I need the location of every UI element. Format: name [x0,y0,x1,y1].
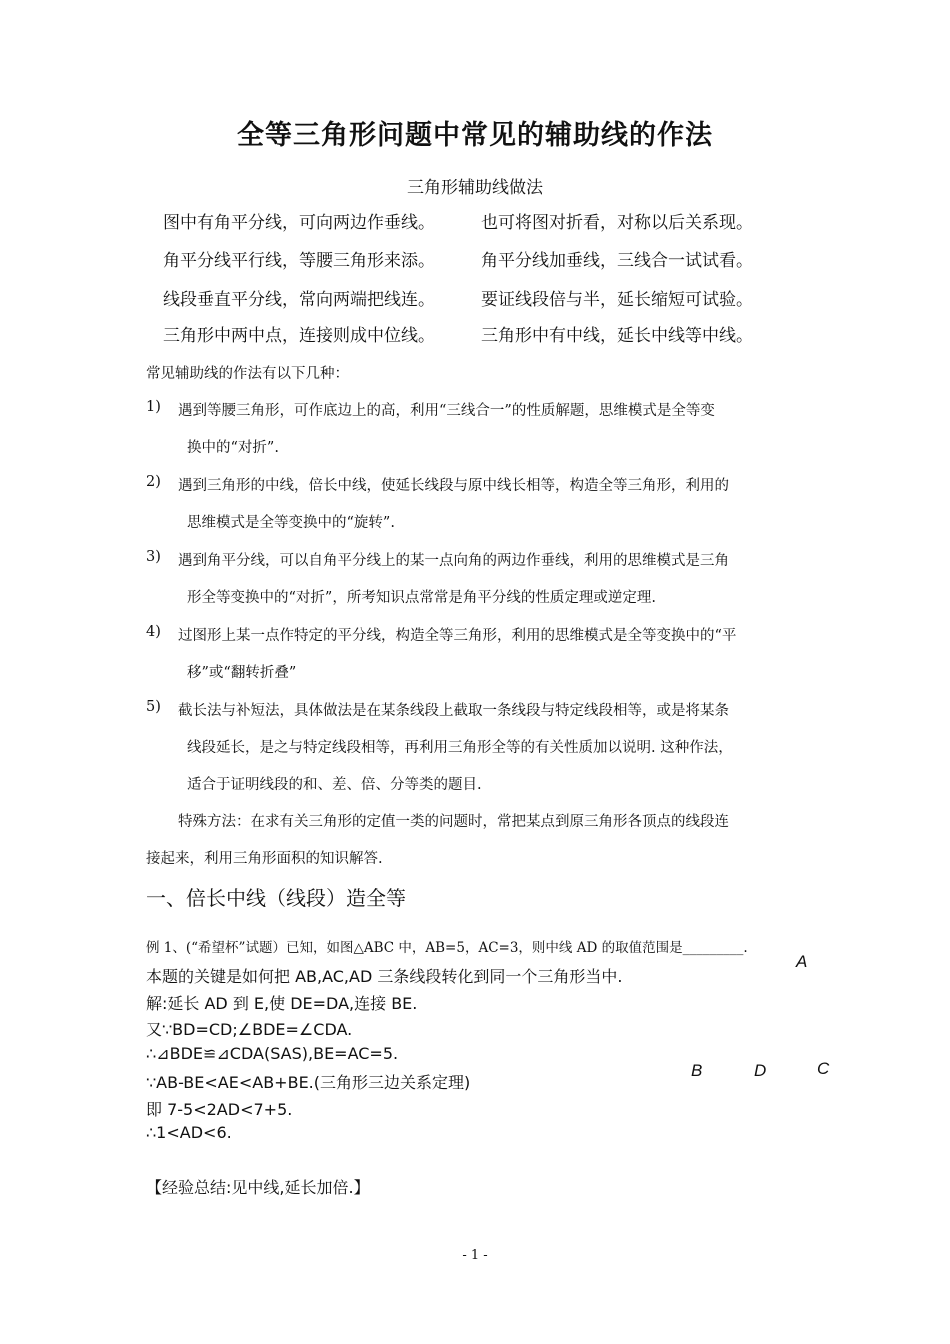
intro-text: 常见辅助线的作法有以下几种： [146,366,349,382]
section-heading: 一、倍长中线（线段）造全等 [146,886,406,910]
method-text: 遇到角平分线，可以自角平分线上的某一点向角的两边作垂线，利用的思维模式是三角 [178,553,729,569]
solution-line: 本题的关键是如何把 AB,AC,AD 三条线段转化到同一个三角形当中. [146,967,623,986]
special-method-text: 接起来，利用三角形面积的知识解答. [146,851,383,867]
solution-line: ∴⊿BDE≌⊿CDA(SAS),BE=AC=5. [146,1044,399,1063]
method-number: 2) [146,474,161,490]
solution-line: ∵AB-BE<AE<AB+BE.(三角形三边关系定理) [146,1073,471,1092]
solution-line: 即 7-5<2AD<7+5. [146,1100,293,1119]
solution-line: 解:延长 AD 到 E,使 DE=DA,连接 BE. [146,994,418,1013]
verse-second-half: 也可将图对折看，对称以后关系现。 [481,213,753,233]
method-text: 换中的“对折”. [187,440,279,456]
solution-line: ∴1<AD<6. [146,1123,232,1142]
verse-second-half: 要证线段倍与半，延长缩短可试验。 [481,290,753,310]
method-text: 适合于证明线段的和、差、倍、分等类的题目. [187,777,482,793]
method-text: 线段延长，是之与特定线段相等，再利用三角形全等的有关性质加以说明. 这种作法， [187,740,733,756]
figure-label-a: A [796,952,808,971]
method-number: 3) [146,549,161,565]
method-text: 过图形上某一点作特定的平分线，构造全等三角形，利用的思维模式是全等变换中的“平 [178,628,737,644]
verse-line [163,208,753,233]
solution-line: 又∵BD=CD;∠BDE=∠CDA. [146,1020,353,1039]
method-text: 遇到三角形的中线，倍长中线，使延长线段与原中线长相等，构造全等三角形，利用的 [178,478,729,494]
page-title: 全等三角形问题中常见的辅助线的作法 [237,120,713,151]
method-text: 遇到等腰三角形，可作底边上的高，利用“三线合一”的性质解题，思维模式是全等变 [178,403,715,419]
verse-second-half: 三角形中有中线，延长中线等中线。 [481,326,753,346]
subtitle: 三角形辅助线做法 [407,178,543,198]
verse-first-half: 三角形中两中点，连接则成中位线。 [163,326,435,346]
summary-text: 【经验总结:见中线,延长加倍.】 [146,1178,370,1197]
method-number: 4) [146,624,161,640]
example-text: 例 1、(“希望杯”试题）已知，如图△ABC 中，AB=5，AC=3，则中线 AD 的取值范围是_________. [146,940,748,956]
verse-line [163,321,753,346]
verse-second-half: 角平分线加垂线，三线合一试试看。 [481,251,753,271]
verse-line [163,246,753,271]
method-number: 1) [146,399,161,415]
method-text: 截长法与补短法，具体做法是在某条线段上截取一条线段与特定线段相等，或是将某条 [178,703,729,719]
verse-first-half: 角平分线平行线，等腰三角形来添。 [163,251,435,271]
figure-label-c: C [817,1059,830,1078]
special-method-text: 特殊方法：在求有关三角形的定值一类的问题时，常把某点到原三角形各顶点的线段连 [178,814,729,830]
verse-line [163,285,753,310]
method-text: 形全等变换中的“对折”，所考知识点常常是角平分线的性质定理或逆定理. [187,590,656,606]
figure-label-d: D [754,1061,767,1080]
verse-first-half: 图中有角平分线，可向两边作垂线。 [163,213,435,233]
verse-first-half: 线段垂直平分线，常向两端把线连。 [163,290,435,310]
page-number: - 1 - [462,1248,488,1263]
method-text: 思维模式是全等变换中的“旋转”. [187,515,395,531]
method-number: 5) [146,699,161,715]
figure-label-b: B [691,1061,703,1080]
method-text: 移”或“翻转折叠” [187,665,297,681]
